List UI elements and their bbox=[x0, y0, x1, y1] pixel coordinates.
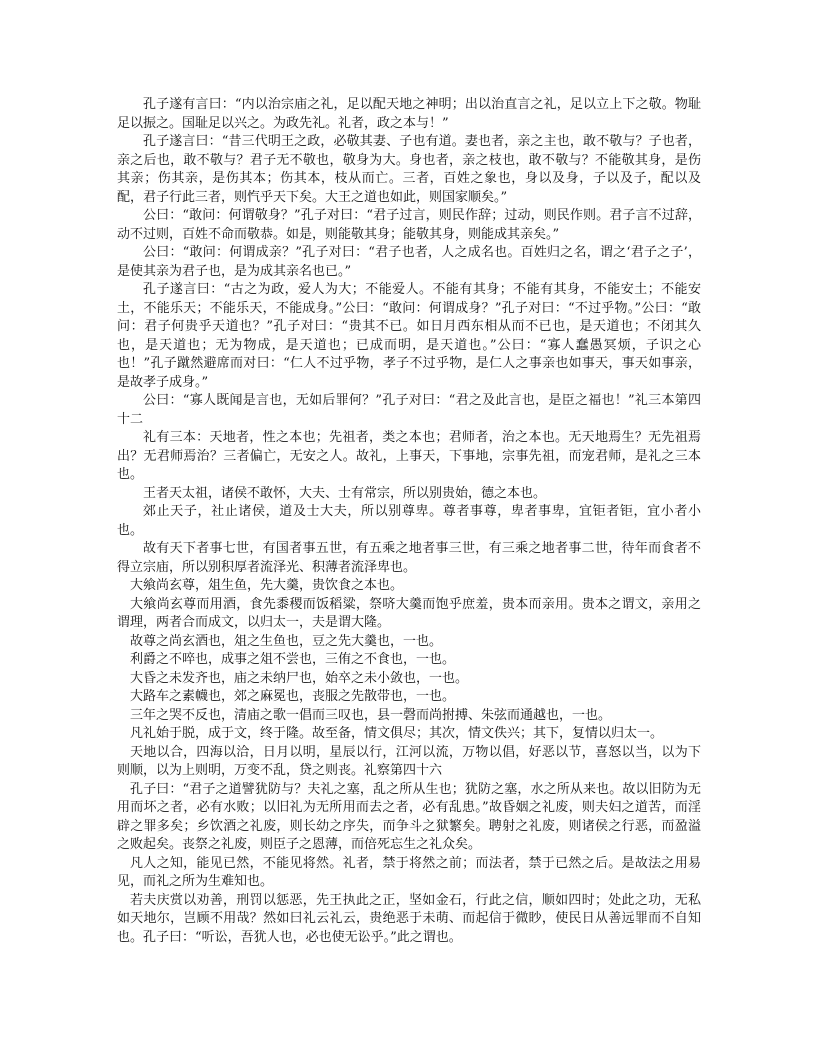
paragraph: 天地以合，四海以洽，日月以明，星辰以行，江河以流，万物以倡，好恶以节，喜怒以当，以为下则顺，以为上则明，万变不乱，贷之则丧。礼察第四十六 bbox=[117, 744, 701, 778]
paragraph: 三年之哭不反也，清庙之歌一倡而三叹也，县一磬而尚拊搏、朱弦而通越也，一也。 bbox=[130, 707, 612, 723]
document-page bbox=[117, 96, 701, 947]
paragraph: 大昏之未发齐也，庙之未纳尸也，始卒之未小敛也，一也。 bbox=[130, 670, 469, 686]
paragraph: 郊止天子，社止诸侯，道及士大夫，所以别尊卑。尊者事尊，卑者事卑，宜钜者钜，宜小者小也。 bbox=[117, 504, 701, 538]
paragraph: 故尊之尚玄酒也，俎之生鱼也，豆之先大羹也，一也。 bbox=[130, 633, 443, 649]
paragraph: 孔子曰：“君子之道譬犹防与？夫礼之塞，乱之所从生也；犹防之塞，水之所从来也。故以旧防为无用而坏之者，必有水败；以旧礼为无所用而去之者，必有乱患。”故昏姻之礼废，则夫妇之道苦，而淫辟之罪多矣；乡饮酒之礼废，则长幼之序失，而争斗之狱繁矣。聘射之礼废，则诸侯之行恶，而盈溢之败起矣。丧祭之礼废，则臣子之恩薄，而倍死忘生之礼众矣。 bbox=[117, 781, 701, 852]
paragraph: 故有天下者事七世，有国者事五世，有五乘之地者事三世，有三乘之地者事二世，待年而食者不得立宗庙，所以别积厚者流泽光、积薄者流泽卑也。 bbox=[117, 541, 701, 575]
paragraph: 凡人之知，能见已然，不能见将然。礼者，禁于将然之前；而法者，禁于已然之后。是故法之用易见，而礼之所为生难知也。 bbox=[117, 855, 701, 889]
paragraph: 礼有三本：天地者，性之本也；先祖者，类之本也；君师者，治之本也。无天地焉生？无先祖焉出？无君师焉治？三者偏亡，无安之人。故礼，上事天，下事地，宗事先祖，而宠君师，是礼之三本也。 bbox=[117, 430, 701, 482]
paragraph: 孔子遂有言曰：“内以治宗庙之礼，足以配天地之神明；出以治直言之礼，足以立上下之敬。物耻足以振之。国耻足以兴之。为政先礼。礼者，政之本与！” bbox=[117, 97, 701, 131]
paragraph: 孔子遂言曰：“昔三代明王之政，必敬其妻、子也有道。妻也者，亲之主也，敢不敬与？子也者，亲之后也，敢不敬与？君子无不敬也，敬身为大。身也者，亲之枝也，敢不敬与？不能敬其身，是伤其亲；伤其亲，是伤其本；伤其本，枝从而亡。三者，百姓之象也，身以及身，子以及子，配以及配，君子行此三者，则忾乎天下矣。大王之道也如此，则国家顺矣。” bbox=[117, 134, 701, 205]
paragraph: 利爵之不啐也，成事之俎不尝也，三侑之不食也，一也。 bbox=[130, 652, 456, 667]
paragraph: 公曰：“寡人既闻是言也，无如后罪何？”孔子对曰：“君之及此言也，是臣之福也！”礼三本第四十二 bbox=[117, 393, 701, 427]
paragraph: 大路车之素幭也，郊之麻冕也，丧服之先散带也，一也。 bbox=[130, 689, 456, 704]
paragraph: 公曰：“敢问：何谓敬身？”孔子对曰：“君子过言，则民作辞；过动，则民作则。君子言不过辞，动不过则，百姓不命而敬恭。如是，则能敬其身；能敬其身，则能成其亲矣。” bbox=[117, 208, 701, 242]
paragraph: 孔子遂言曰：“古之为政，爱人为大；不能爱人。不能有其身；不能有其身，不能安土；不能安土，不能乐天；不能乐天，不能成身。”公曰：“敢问：何谓成身？”孔子对曰：“不过乎物。”公曰：“敢问：君子何贵乎天道也？”孔子对曰：“贵其不已。如日月西东相从而不已也，是天道也；不闭其久也，是天道也；无为物成，是天道也；已成而明，是天道也。”公曰：“寡人蠢愚冥烦，子识之心也！”孔子蹴然避席而对曰：“仁人不过乎物，孝子不过乎物，是仁人之事亲也如事天，事天如事亲，是故孝子成身。” bbox=[117, 282, 701, 390]
paragraph: 公曰：“敢问：何谓成亲？”孔子对曰：“君子也者，人之成名也。百姓归之名，谓之‘君子之子’，是使其亲为君子也，是为成其亲名也已。” bbox=[117, 245, 701, 279]
paragraph: 大飨尚玄尊而用酒，食先黍稷而饭稻粱，祭哜大羹而饱乎庶羞，贵本而亲用。贵本之谓文，亲用之谓理，两者合而成文，以归太一，夫是谓大隆。 bbox=[117, 596, 701, 630]
paragraph: 王者天太祖，诸侯不敢怀，大夫、士有常宗，所以别贵始，德之本也。 bbox=[143, 485, 547, 501]
paragraph: 若夫庆赏以劝善，刑罚以惩恶，先王执此之正，坚如金石，行此之信，顺如四时；处此之功，无私如天地尔，岂顾不用哉？然如曰礼云礼云，贵绝恶于未萌、而起信于微眇，使民日从善远罪而不自知也。孔子曰：“听讼，吾犹人也，必也使无讼乎。”此之谓也。 bbox=[117, 892, 701, 945]
paragraph: 凡礼始于脱，成于文，终于隆。故至备，情文俱尽；其次，情文佚兴；其下，复情以归太一。 bbox=[130, 726, 664, 741]
paragraph: 大飨尚玄尊，俎生鱼，先大羹，贵饮食之本也。 bbox=[130, 578, 404, 593]
